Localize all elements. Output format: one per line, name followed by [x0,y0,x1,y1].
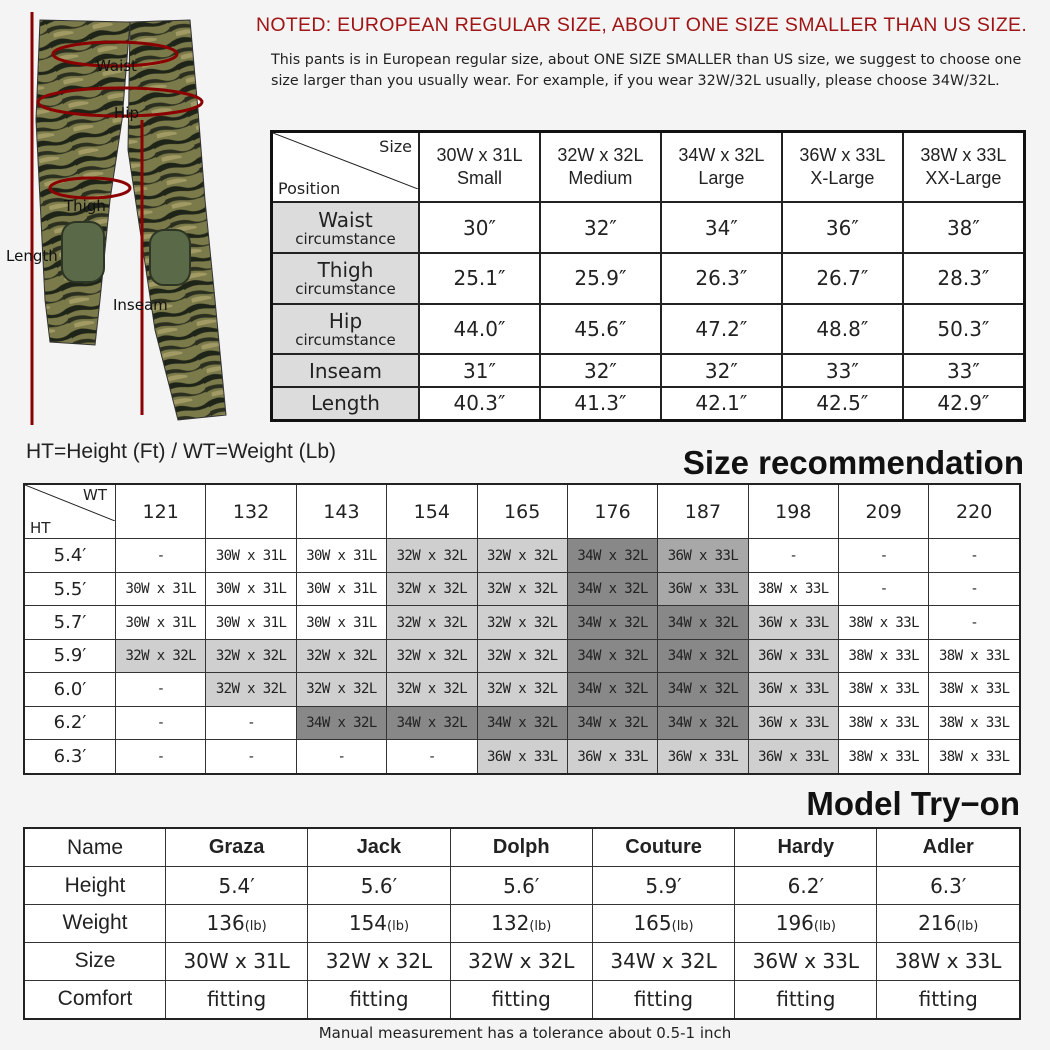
model-height: 6.3′ [877,867,1020,905]
model-size: 38W x 33L [877,942,1020,980]
recommended-size-cell: 32W x 32L [116,639,206,672]
height-label: 5.4′ [24,539,116,572]
model-comfort: fitting [308,980,450,1019]
model-size: 34W x 32L [592,942,734,980]
size-row-length [272,387,1025,421]
model-size: 36W x 33L [735,942,877,980]
model-weight-value: 165 [633,911,672,936]
recommended-size-cell: - [387,740,477,774]
position-cell [272,304,420,355]
recommended-size-cell: 34W x 32L [567,706,657,739]
measurement-value: 25.1″ [419,253,540,304]
model-weight-value: 154 [348,911,388,936]
waist-label: Waist [96,57,137,75]
measurement-value: 33″ [782,354,903,387]
rec-corner-wt-label: WT [83,486,107,504]
recommended-size-cell: 38W x 33L [839,639,929,672]
position-cell [272,202,420,253]
pants-illustration [0,0,262,430]
position-label: Length [311,391,380,416]
recommended-size-cell: 34W x 32L [567,572,657,605]
size-chart-table [270,130,1026,422]
recommended-size-cell: 32W x 32L [387,673,477,706]
model-weight [877,905,1020,943]
size-col-xlarge: 36W x 33L X-Large [782,132,903,203]
size-recommendation-table [23,483,1021,775]
height-row [24,572,1020,605]
model-comfort: fitting [735,980,877,1019]
position-sublabel: circumstance [295,280,396,299]
notice-body: This pants is in European regular size, about ONE SIZE SMALLER than US size, we suggest to choose one size larger than you usually wear. For example, if you wear 32W/32L usually, please choose 34W/32L. [271,52,1022,89]
position-label: Waist [318,207,373,232]
height-row [24,639,1020,672]
model-row-label: Name [24,828,166,867]
recommended-size-cell: - [206,706,296,739]
recommended-size-cell: - [839,572,929,605]
weight-header: 198 [748,484,838,539]
measurement-value: 25.9″ [540,253,661,304]
model-height: 5.6′ [308,867,450,905]
recommended-size-cell: 36W x 33L [748,639,838,672]
size-chart-corner [272,132,420,203]
recommended-size-cell: - [116,539,206,572]
model-row-label: Weight [24,905,166,943]
measurement-value: 44.0″ [419,304,540,355]
model-row-height [24,867,1020,905]
thigh-label: Thigh [64,197,106,215]
height-row [24,740,1020,774]
measurement-value: 40.3″ [419,387,540,421]
model-name: Couture [592,828,734,867]
recommended-size-cell: 32W x 32L [477,673,567,706]
weight-header: 132 [206,484,296,539]
recommended-size-cell: 32W x 32L [206,673,296,706]
measurement-value: 48.8″ [782,304,903,355]
recommended-size-cell: 34W x 32L [567,606,657,639]
position-cell [272,253,420,304]
position-label: Hip [328,308,363,333]
model-tryon-table [23,827,1021,1020]
model-name: Graza [166,828,308,867]
measurement-value: 26.3″ [661,253,782,304]
position-sublabel: circumstance [295,229,396,248]
weight-header: 154 [387,484,477,539]
recommended-size-cell: 34W x 32L [567,639,657,672]
recommended-size-cell: 36W x 33L [567,740,657,774]
measurement-value: 33″ [903,354,1025,387]
measurement-value: 42.1″ [661,387,782,421]
height-label: 5.9′ [24,639,116,672]
recommended-size-cell: - [929,539,1020,572]
model-row-weight [24,905,1020,943]
measurement-value: 42.5″ [782,387,903,421]
hip-label: Hip [114,104,139,122]
model-row-size [24,942,1020,980]
rec-corner-ht-label: HT [30,519,51,538]
height-row [24,673,1020,706]
model-row-name [24,828,1020,867]
recommended-size-cell: 38W x 33L [929,673,1020,706]
recommended-size-cell: - [116,740,206,774]
weight-header: 143 [296,484,386,539]
height-label: 5.7′ [24,606,116,639]
recommended-size-cell: - [929,572,1020,605]
recommended-size-cell: 38W x 33L [839,706,929,739]
recommended-size-cell: 34W x 32L [477,706,567,739]
recommended-size-cell: 38W x 33L [929,740,1020,774]
recommended-size-cell: 36W x 33L [658,572,748,605]
measurement-value: 34″ [661,202,782,253]
height-label: 5.5′ [24,572,116,605]
measurement-value: 47.2″ [661,304,782,355]
height-label: 6.3′ [24,740,116,774]
recommended-size-cell: 36W x 33L [748,673,838,706]
model-comfort: fitting [166,980,308,1019]
size-recommendation-title: Size recommendation [682,444,1024,481]
weight-header: 187 [658,484,748,539]
size-col-small: 30W x 31L Small [419,132,540,203]
weight-unit: (lb) [529,919,552,935]
inseam-label: Inseam [113,296,168,314]
recommended-size-cell: 32W x 32L [206,639,296,672]
height-row [24,539,1020,572]
recommended-size-cell: 34W x 32L [658,606,748,639]
weight-header: 209 [839,484,929,539]
model-weight [166,905,308,943]
measurement-value: 31″ [419,354,540,387]
model-name: Jack [308,828,450,867]
measurement-value: 42.9″ [903,387,1025,421]
measurement-value: 28.3″ [903,253,1025,304]
model-comfort: fitting [877,980,1020,1019]
weight-unit: (lb) [671,919,694,935]
recommended-size-cell: 32W x 32L [296,639,386,672]
height-label: 6.2′ [24,706,116,739]
size-header-row [272,132,1025,203]
height-row [24,706,1020,739]
weight-unit: (lb) [956,919,979,935]
footnote: Manual measurement has a tolerance about 0.5-1 inch [318,1024,732,1042]
model-name: Adler [877,828,1020,867]
recommended-size-cell: 34W x 32L [658,673,748,706]
recommended-size-cell: 30W x 31L [296,572,386,605]
model-row-label: Size [24,942,166,980]
ht-wt-legend: HT=Height (Ft) / WT=Weight (Lb) [26,440,337,463]
recommended-size-cell: 38W x 33L [748,572,838,605]
model-row-comfort [24,980,1020,1019]
model-height: 5.9′ [592,867,734,905]
model-weight [450,905,592,943]
weight-unit: (lb) [244,919,267,935]
recommended-size-cell: 34W x 32L [658,639,748,672]
size-col-medium: 32W x 32L Medium [540,132,661,203]
weight-header: 165 [477,484,567,539]
recommended-size-cell: 30W x 31L [296,539,386,572]
position-cell [272,354,420,387]
model-row-label: Height [24,867,166,905]
position-cell [272,387,420,421]
model-weight-value: 216 [918,911,957,936]
recommended-size-cell: - [116,706,206,739]
recommended-size-cell: 32W x 32L [477,639,567,672]
model-weight [735,905,877,943]
recommended-size-cell: 30W x 31L [206,572,296,605]
recommended-size-cell: 38W x 33L [839,673,929,706]
measurement-value: 50.3″ [903,304,1025,355]
recommended-size-cell: 32W x 32L [387,572,477,605]
recommended-size-cell: 34W x 32L [296,706,386,739]
length-label: Length [6,247,58,265]
recommended-size-cell: - [206,740,296,774]
model-name: Dolph [450,828,592,867]
size-row-thigh [272,253,1025,304]
recommended-size-cell: 34W x 32L [658,706,748,739]
recommended-size-cell: 30W x 31L [116,572,206,605]
measurement-value: 41.3″ [540,387,661,421]
model-weight-value: 132 [491,911,530,936]
measurement-value: 32″ [540,354,661,387]
model-name: Hardy [735,828,877,867]
weight-unit: (lb) [813,919,836,935]
model-row-label: Comfort [24,980,166,1019]
recommended-size-cell: - [296,740,386,774]
measurement-value: 38″ [903,202,1025,253]
recommended-size-cell: 34W x 32L [567,539,657,572]
weight-header: 220 [929,484,1020,539]
model-size: 32W x 32L [308,942,450,980]
recommended-size-cell: 36W x 33L [748,606,838,639]
recommended-size-cell: 30W x 31L [206,539,296,572]
recommended-size-cell: 32W x 32L [387,539,477,572]
height-row [24,606,1020,639]
model-weight [592,905,734,943]
weight-header-row [24,484,1020,539]
recommended-size-cell: - [929,606,1020,639]
recommended-size-cell: 36W x 33L [658,539,748,572]
recommended-size-cell: 38W x 33L [839,740,929,774]
measurement-value: 30″ [419,202,540,253]
recommended-size-cell: 32W x 32L [477,539,567,572]
size-row-hip [272,304,1025,355]
recommended-size-cell: 32W x 32L [477,572,567,605]
recommended-size-cell: - [748,539,838,572]
recommended-size-cell: 32W x 32L [387,639,477,672]
measurement-value: 36″ [782,202,903,253]
recommended-size-cell: 32W x 32L [387,606,477,639]
model-weight-value: 196 [775,911,814,936]
measurement-value: 45.6″ [540,304,661,355]
position-sublabel: circumstance [295,330,396,349]
model-tryon-title: Model Try−on [806,785,1020,822]
model-comfort: fitting [592,980,734,1019]
recommended-size-cell: 36W x 33L [748,706,838,739]
weight-unit: (lb) [387,919,410,935]
recommended-size-cell: - [839,539,929,572]
measurement-value: 32″ [540,202,661,253]
weight-header: 176 [567,484,657,539]
recommended-size-cell: 30W x 31L [206,606,296,639]
measurement-value: 32″ [661,354,782,387]
recommended-size-cell: 34W x 32L [387,706,477,739]
corner-size-label: Size [379,137,412,156]
position-label: Thigh [317,258,374,283]
model-weight [308,905,450,943]
recommended-size-cell: 36W x 33L [477,740,567,774]
size-row-inseam [272,354,1025,387]
size-col-large: 34W x 32L Large [661,132,782,203]
rec-corner [24,484,116,539]
recommended-size-cell: 34W x 32L [567,673,657,706]
model-size: 30W x 31L [166,942,308,980]
recommended-size-cell: 32W x 32L [477,606,567,639]
model-comfort: fitting [450,980,592,1019]
size-col-xxlarge: 38W x 33L XX-Large [903,132,1025,203]
weight-header: 121 [116,484,206,539]
model-height: 5.6′ [450,867,592,905]
position-label: Inseam [308,358,383,383]
recommended-size-cell: 38W x 33L [839,606,929,639]
model-height: 5.4′ [166,867,308,905]
recommended-size-cell: 36W x 33L [748,740,838,774]
recommended-size-cell: 30W x 31L [116,606,206,639]
notice-title: NOTED: EUROPEAN REGULAR SIZE, ABOUT ONE SIZE SMALLER THAN US SIZE. [256,14,1028,36]
recommended-size-cell: 38W x 33L [929,639,1020,672]
recommended-size-cell: 38W x 33L [929,706,1020,739]
recommended-size-cell: 30W x 31L [296,606,386,639]
corner-position-label: Position [278,179,341,199]
recommended-size-cell: - [116,673,206,706]
model-weight-value: 136 [206,911,245,936]
size-row-waist [272,202,1025,253]
measurement-value: 26.7″ [782,253,903,304]
model-size: 32W x 32L [450,942,592,980]
model-height: 6.2′ [735,867,877,905]
height-label: 6.0′ [24,673,116,706]
recommended-size-cell: 32W x 32L [296,673,386,706]
recommended-size-cell: 36W x 33L [658,740,748,774]
